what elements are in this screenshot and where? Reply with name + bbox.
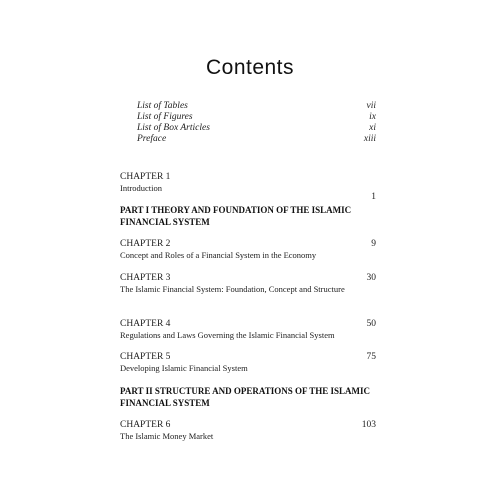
chapter-2-title[interactable]: Concept and Roles of a Financial System in the Economy <box>120 250 317 260</box>
chapter-6-label: CHAPTER 6 <box>120 420 171 430</box>
chapter-4-label: CHAPTER 4 <box>120 319 171 329</box>
chapter-5-title[interactable]: Developing Islamic Financial System <box>120 363 248 373</box>
toc-front-page-box-articles: xi <box>369 123 376 133</box>
part-2-title[interactable]: PART II STRUCTURE AND OPERATIONS OF THE ISLAMIC FINANCIAL SYSTEM <box>120 386 370 408</box>
chapter-5-label: CHAPTER 5 <box>120 352 171 362</box>
chapter-6-title[interactable]: The Islamic Money Market <box>120 431 214 441</box>
chapter-2-label: CHAPTER 2 <box>120 239 171 249</box>
chapter-5-page: 75 <box>366 352 376 362</box>
toc-front-page-figures: ix <box>369 112 376 122</box>
chapter-1-label: CHAPTER 1 <box>120 172 171 182</box>
chapter-2-page: 9 <box>371 239 376 249</box>
chapter-4-title[interactable]: Regulations and Laws Governing the Islamic Financial System <box>120 330 335 340</box>
page-title: Contents <box>205 56 295 79</box>
chapter-1-page: 1 <box>371 192 376 202</box>
toc-front-item-box-articles[interactable]: List of Box Articles <box>137 123 210 133</box>
toc-front-page-preface: xiii <box>363 134 376 144</box>
chapter-3-title[interactable]: The Islamic Financial System: Foundation, Concept and Structure <box>120 284 345 294</box>
chapter-3-page: 30 <box>366 273 376 283</box>
part-1-title[interactable]: PART I THEORY AND FOUNDATION OF THE ISLAMIC FINANCIAL SYSTEM <box>120 205 352 227</box>
toc-front-item-preface[interactable]: Preface <box>137 134 167 144</box>
chapter-1-title[interactable]: Introduction <box>120 183 163 193</box>
chapter-6-page: 103 <box>361 420 376 430</box>
toc-front-item-tables[interactable]: List of Tables <box>137 101 188 111</box>
toc-front-page-tables: vii <box>366 101 376 111</box>
chapter-3-label: CHAPTER 3 <box>120 273 171 283</box>
chapter-4-page: 50 <box>366 319 376 329</box>
toc-front-item-figures[interactable]: List of Figures <box>137 112 193 122</box>
